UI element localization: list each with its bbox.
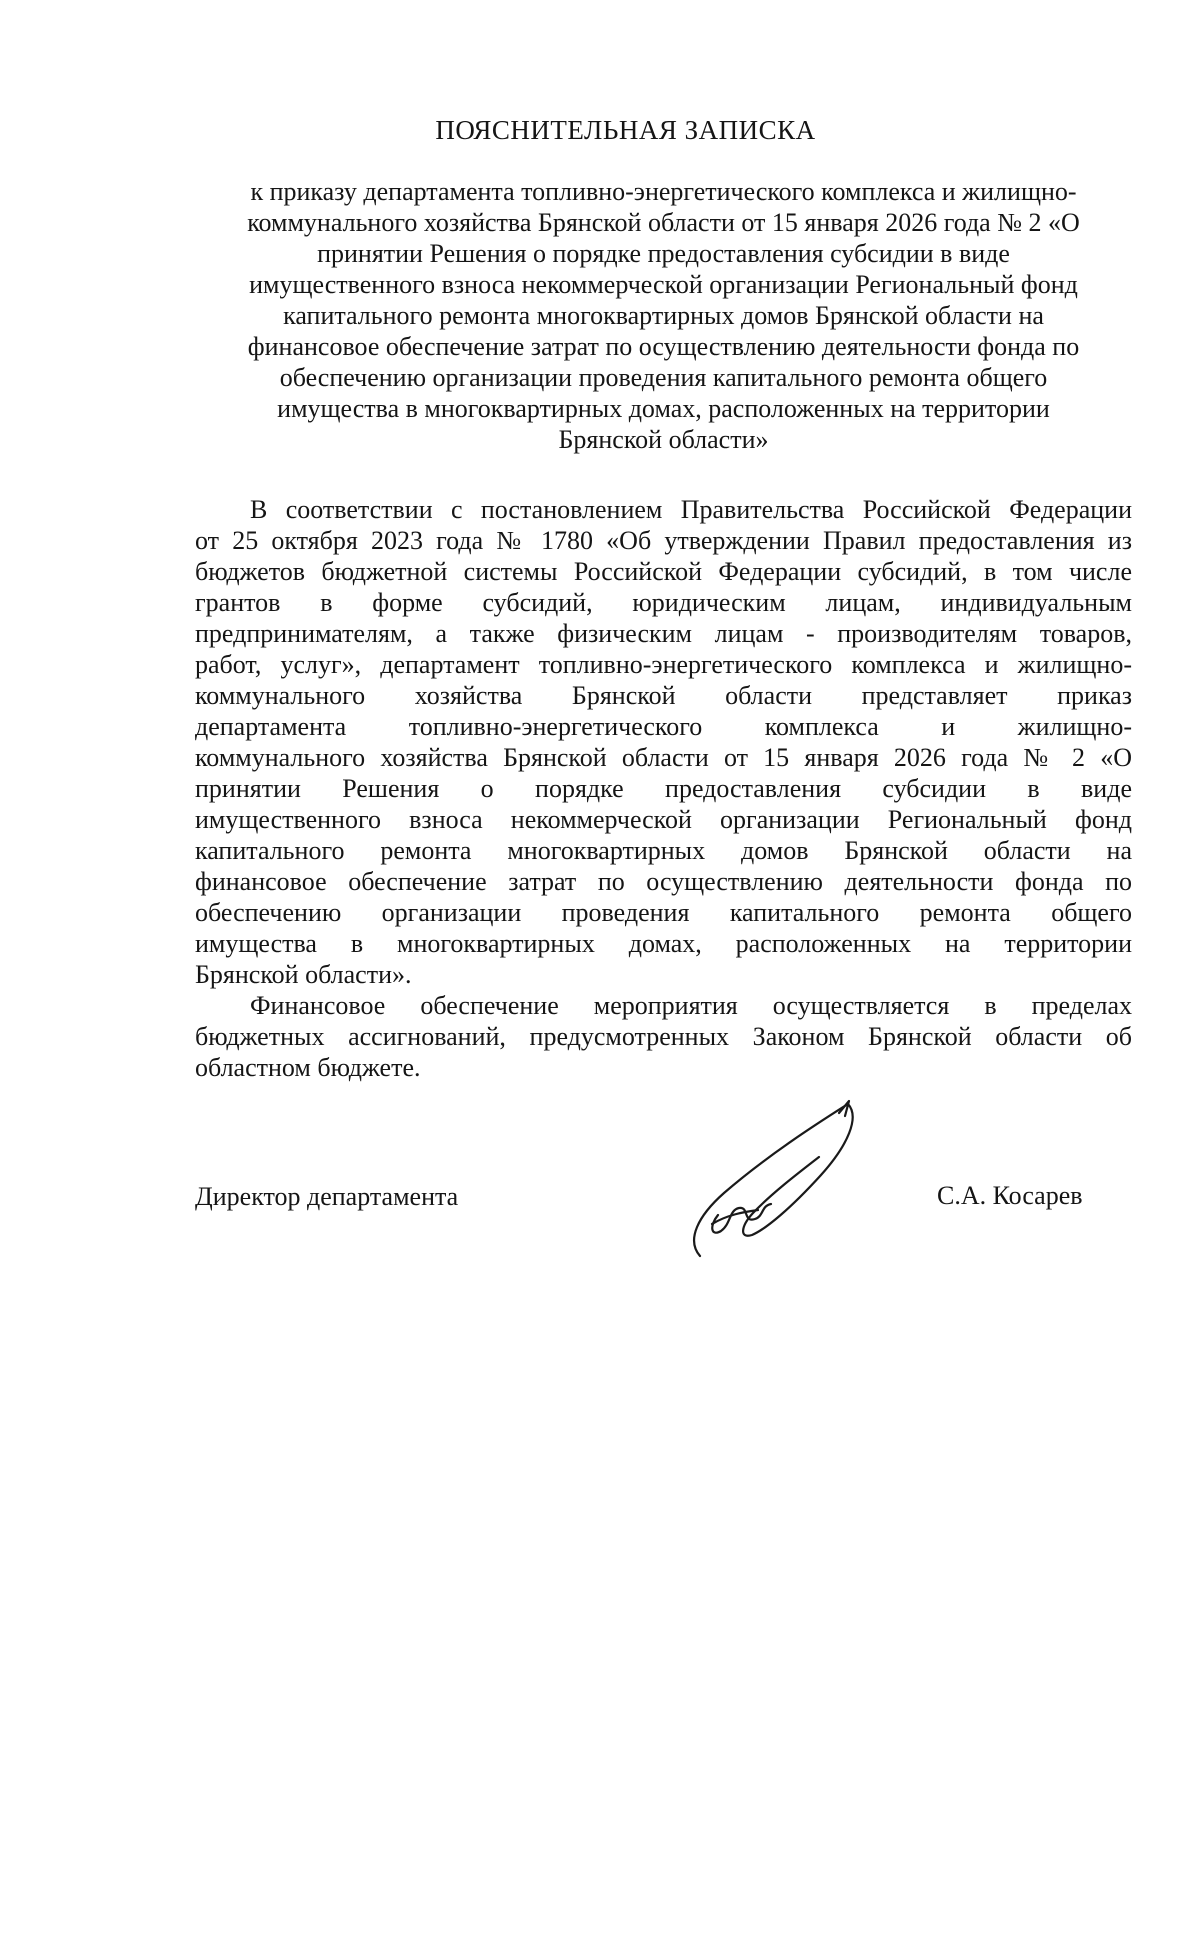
text-line: имущественного взноса некоммерческой организации Региональный фонд: [249, 270, 1078, 299]
text-line: Финансовое обеспечение мероприятия осуществляется в пределах: [250, 991, 1132, 1020]
text-line: к приказу департамента топливно-энергетического комплекса и жилищно-: [250, 177, 1077, 206]
body-paragraph-1: [195, 494, 1132, 990]
text-line: имущества в многоквартирных домах, расположенных на территории: [277, 394, 1050, 423]
text-line: обеспечению организации проведения капитального ремонта общего: [195, 898, 1132, 927]
document-body: [195, 494, 1132, 1083]
text-line: капитального ремонта многоквартирных домов Брянской области на: [283, 301, 1044, 330]
signatory-name: С.А. Косарев: [937, 1181, 1083, 1210]
text-line: имущественного взноса некоммерческой организации Региональный фонд: [195, 805, 1132, 834]
text-line: грантов в форме субсидий, юридическим лицам, индивидуальным: [195, 588, 1132, 617]
body-paragraph-2: [195, 990, 1132, 1083]
text-line: финансовое обеспечение затрат по осуществлению деятельности фонда по: [247, 332, 1080, 361]
text-line: коммунального хозяйства Брянской области представляет приказ: [195, 681, 1132, 710]
handwritten-signature-icon: [678, 1096, 878, 1261]
text-line: от 25 октября 2023 года № 1780 «Об утверждении Правил предоставления из: [195, 526, 1132, 555]
text-line: Брянской области»: [558, 425, 769, 454]
text-line: департамента топливно-энергетического комплекса и жилищно-: [195, 712, 1132, 741]
text-line: имущества в многоквартирных домах, расположенных на территории: [195, 929, 1132, 958]
text-line: капитального ремонта многоквартирных домов Брянской области на: [195, 836, 1132, 865]
text-line: принятии Решения о порядке предоставления субсидии в виде: [195, 774, 1132, 803]
text-line: областном бюджете.: [195, 1053, 421, 1082]
text-line: Брянской области».: [195, 960, 412, 989]
text-line: коммунального хозяйства Брянской области от 15 января 2026 года № 2 «О: [247, 208, 1080, 237]
text-line: работ, услуг», департамент топливно-энергетического комплекса и жилищно-: [195, 650, 1132, 679]
order-reference-block: [195, 176, 1132, 455]
signatory-position: Директор департамента: [195, 1182, 459, 1211]
text-line: обеспечению организации проведения капитального ремонта общего: [279, 363, 1048, 392]
text-line: принятии Решения о порядке предоставления субсидии в виде: [317, 239, 1010, 268]
text-line: финансовое обеспечение затрат по осуществлению деятельности фонда по: [195, 867, 1132, 896]
text-line: предпринимателям, а также физическим лицам - производителям товаров,: [195, 619, 1132, 648]
text-line: бюджетов бюджетной системы Российской Федерации субсидий, в том числе: [195, 557, 1132, 586]
text-line: В соответствии с постановлением Правительства Российской Федерации: [250, 495, 1132, 524]
document-title: ПОЯСНИТЕЛЬНАЯ ЗАПИСКА: [435, 115, 816, 145]
text-line: бюджетных ассигнований, предусмотренных Законом Брянской области об: [195, 1022, 1132, 1051]
text-line: коммунального хозяйства Брянской области от 15 января 2026 года № 2 «О: [195, 743, 1132, 772]
